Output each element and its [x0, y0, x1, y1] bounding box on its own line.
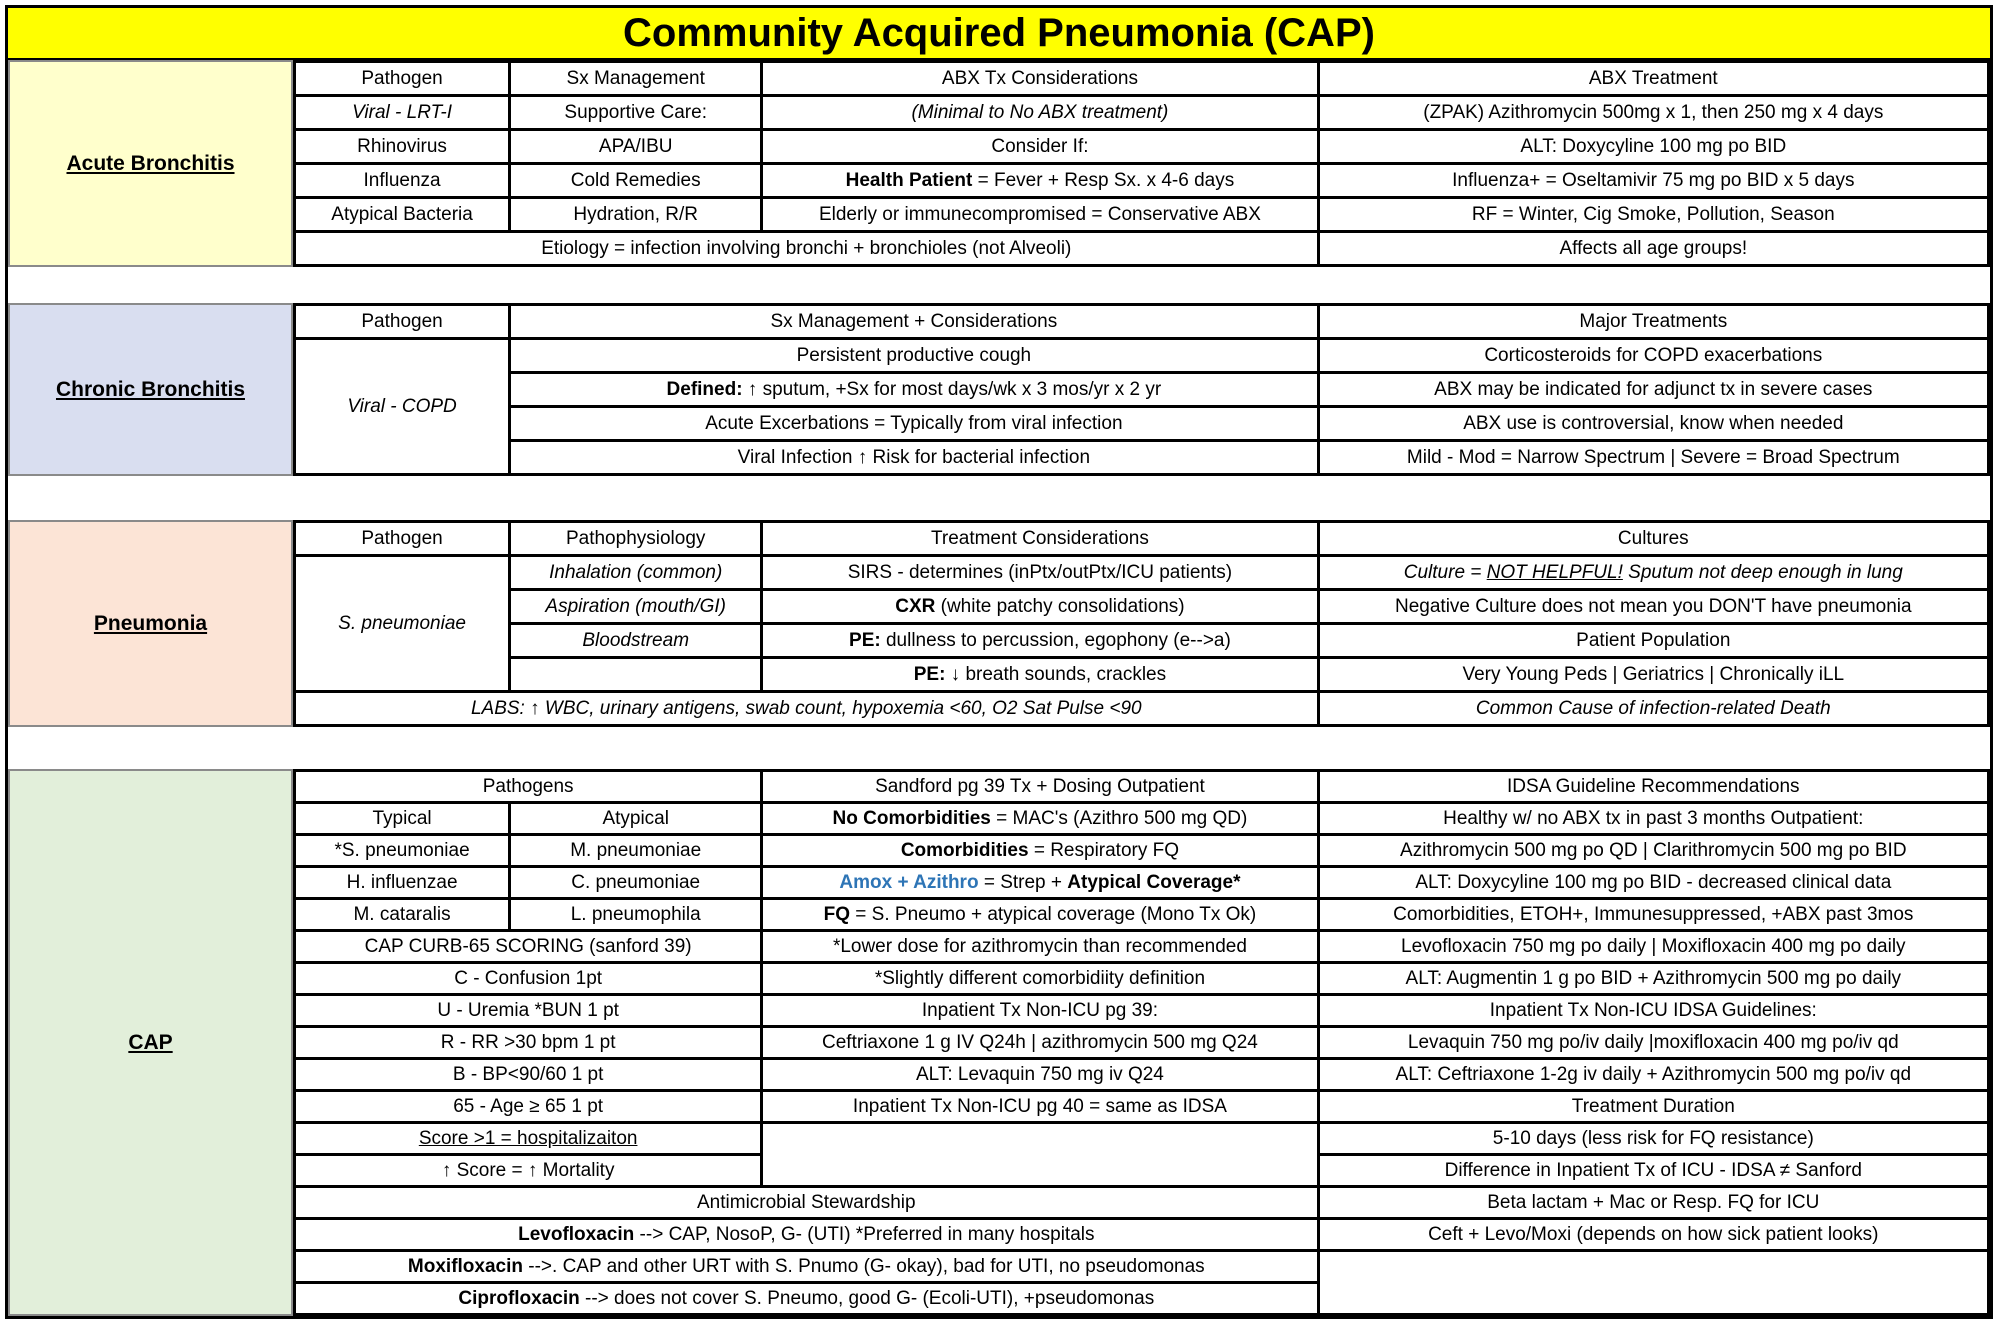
section-label-chronic-bronchitis: [8, 303, 293, 476]
cell-abx-adjunct: ABX may be indicated for adjunct tx in severe cases: [1318, 373, 1988, 407]
cell-h-influenzae: H. influenzae: [295, 867, 510, 899]
cell-score-mortality: ↑ Score = ↑ Mortality: [295, 1155, 762, 1187]
levofloxacin-rest: --> CAP, NosoP, G- (UTI) *Preferred in many hospitals: [634, 1223, 1095, 1245]
amox-azithro-blue: Amox + Azithro: [839, 871, 979, 893]
section-label-text: Pneumonia: [93, 611, 208, 635]
culture-suffix: Sputum not deep enough in lung: [1622, 561, 1903, 583]
section-label-acute-bronchitis: [8, 60, 293, 267]
empty-cell: [1318, 1251, 1988, 1315]
cell-spectrum: Mild - Mod = Narrow Spectrum | Severe = Broad Spectrum: [1318, 441, 1988, 475]
cell-aspiration: Aspiration (mouth/GI): [510, 590, 762, 624]
section-label-text: Chronic Bronchitis: [55, 377, 245, 401]
cell-m-cataralis: M. cataralis: [295, 899, 510, 931]
no-comorbidities-rest: = MAC's (Azithro 500 mg QD): [990, 807, 1248, 829]
cell-minimal-abx: (Minimal to No ABX treatment): [762, 96, 1318, 130]
header-major-treatments: Major Treatments: [1318, 305, 1988, 339]
page-title: Community Acquired Pneumonia (CAP): [8, 8, 1990, 60]
cell-curb65-heading: CAP CURB-65 SCORING (sanford 39): [295, 931, 762, 963]
cell-pe-dullness: [762, 624, 1318, 658]
cell-levaquin-moxi: Levaquin 750 mg po/iv daily |moxifloxacin 400 mg po/iv qd: [1318, 1027, 1988, 1059]
empty-cell: [762, 1123, 1318, 1187]
amox-azithro-mid: = Strep +: [978, 871, 1068, 893]
cell-population: Very Young Peds | Geriatrics | Chronically iLL: [1318, 658, 1988, 692]
cell-elderly: Elderly or immunecompromised = Conservative ABX: [762, 198, 1318, 232]
cell-negative-culture: Negative Culture does not mean you DON'T have pneumonia: [1318, 590, 1988, 624]
cell-curb-uremia: U - Uremia *BUN 1 pt: [295, 995, 762, 1027]
cell-typical: Typical: [295, 803, 510, 835]
header-pathogen: Pathogen: [295, 305, 510, 339]
cell-ceft-levo-moxi: Ceft + Levo/Moxi (depends on how sick patient looks): [1318, 1219, 1988, 1251]
header-abx-considerations: ABX Tx Considerations: [762, 62, 1318, 96]
header-abx-treatment: ABX Treatment: [1318, 62, 1988, 96]
cell-atypical: Atypical: [510, 803, 762, 835]
cell-duration-days: 5-10 days (less risk for FQ resistance): [1318, 1123, 1988, 1155]
cell-pe-breath-sounds: [762, 658, 1318, 692]
pe-rest: ↓ breath sounds, crackles: [945, 663, 1167, 685]
cell-amox-azithro: [762, 867, 1318, 899]
acute-bronchitis-table: [293, 60, 1990, 267]
cell-curb-bp: B - BP<90/60 1 pt: [295, 1059, 762, 1091]
cell-fq-coverage: [762, 899, 1318, 931]
header-sandford: Sandford pg 39 Tx + Dosing Outpatient: [762, 771, 1318, 803]
header-pathogen: Pathogen: [295, 522, 510, 556]
cell-viral-lrti: Viral - LRT-I: [295, 96, 510, 130]
cell-azithro-clarithro: Azithromycin 500 mg po QD | Clarithromycin 500 mg po BID: [1318, 835, 1988, 867]
header-sx-management: Sx Management: [510, 62, 762, 96]
header-patient-population: Patient Population: [1318, 624, 1988, 658]
ciprofloxacin-rest: --> does not cover S. Pneumo, good G- (Ecoli-UTI), +pseudomonas: [579, 1287, 1155, 1309]
chronic-bronchitis-table: [293, 303, 1990, 476]
culture-not-helpful: NOT HELPFUL!: [1486, 561, 1623, 583]
cell-rhinovirus: Rhinovirus: [295, 130, 510, 164]
cell-icu-difference: Difference in Inpatient Tx of ICU - IDSA ≠ Sanford: [1318, 1155, 1988, 1187]
section-cap: [8, 769, 1990, 1316]
section-pneumonia: [8, 520, 1990, 727]
section-gap: [8, 727, 1990, 769]
cell-common-cause-death: Common Cause of infection-related Death: [1318, 692, 1988, 726]
cell-risk-factors: RF = Winter, Cig Smoke, Pollution, Season: [1318, 198, 1988, 232]
cell-alt-ceftriaxone: ALT: Ceftriaxone 1-2g iv daily + Azithromycin 500 mg po/iv qd: [1318, 1059, 1988, 1091]
cell-viral-copd: Viral - COPD: [295, 339, 510, 475]
cell-m-pneumoniae: M. pneumoniae: [510, 835, 762, 867]
section-gap: [8, 267, 1990, 303]
cell-l-pneumophila: L. pneumophila: [510, 899, 762, 931]
cap-table: [293, 769, 1990, 1316]
cell-zpak: (ZPAK) Azithromycin 500mg x 1, then 250 mg x 4 days: [1318, 96, 1988, 130]
cell-alt-levaquin: ALT: Levaquin 750 mg iv Q24: [762, 1059, 1318, 1091]
pe-bold: PE:: [849, 629, 881, 651]
culture-prefix: Culture =: [1403, 561, 1487, 583]
cell-alt-augmentin: ALT: Augmentin 1 g po BID + Azithromycin 500 mg po daily: [1318, 963, 1988, 995]
comorbidities-bold: Comorbidities: [900, 839, 1029, 861]
section-label-text: CAP: [128, 1030, 173, 1054]
cell-corticosteroids: Corticosteroids for COPD exacerbations: [1318, 339, 1988, 373]
cell-abx-controversial: ABX use is controversial, know when needed: [1318, 407, 1988, 441]
header-cultures: Cultures: [1318, 522, 1988, 556]
cell-cxr: [762, 590, 1318, 624]
cell-levofloxacin-note: [295, 1219, 1319, 1251]
health-patient-rest: = Fever + Resp Sx. x 4-6 days: [972, 169, 1235, 191]
section-acute-bronchitis: [8, 60, 1990, 267]
cxr-bold: CXR: [895, 595, 936, 617]
cell-etiology: Etiology = infection involving bronchi + bronchioles (not Alveoli): [295, 232, 1319, 266]
header-treatment-considerations: Treatment Considerations: [762, 522, 1318, 556]
cell-treatment-duration-heading: Treatment Duration: [1318, 1091, 1988, 1123]
cell-labs: LABS: ↑ WBC, urinary antigens, swab count, hypoxemia <60, O2 Sat Pulse <90: [295, 692, 1319, 726]
cell-comorbidity-note: *Slightly different comorbidiity definition: [762, 963, 1318, 995]
cell-moxifloxacin-note: [295, 1251, 1319, 1283]
cell-comorbidities-fq: [762, 835, 1318, 867]
fq-rest: = S. Pneumo + atypical coverage (Mono Tx Ok): [850, 903, 1257, 925]
header-pathogens: Pathogens: [295, 771, 762, 803]
cell-health-patient: [762, 164, 1318, 198]
cell-no-comorbidities: [762, 803, 1318, 835]
cell-stewardship-heading: Antimicrobial Stewardship: [295, 1187, 1319, 1219]
cell-persistent-cough: Persistent productive cough: [510, 339, 1318, 373]
cell-inpatient-pg39-heading: Inpatient Tx Non-ICU pg 39:: [762, 995, 1318, 1027]
cell-influenza: Influenza: [295, 164, 510, 198]
cell-ciprofloxacin-note: [295, 1283, 1319, 1315]
score-hospitalization-text: Score >1 = hospitalizaiton: [418, 1127, 638, 1149]
pneumonia-table: [293, 520, 1990, 727]
section-label-cap: [8, 769, 293, 1316]
pe-bold: PE:: [913, 663, 946, 685]
cell-supportive-care: Supportive Care:: [510, 96, 762, 130]
cell-curb-age: 65 - Age ≥ 65 1 pt: [295, 1091, 762, 1123]
cell-ceftriaxone-azithro: Ceftriaxone 1 g IV Q24h | azithromycin 500 mg Q24: [762, 1027, 1318, 1059]
ciprofloxacin-bold: Ciprofloxacin: [458, 1287, 580, 1309]
atypical-coverage-bold: Atypical Coverage*: [1067, 871, 1241, 893]
cell-inhalation: Inhalation (common): [510, 556, 762, 590]
cell-comorbidities-etoh: Comorbidities, ETOH+, Immunesuppressed, +ABX past 3mos: [1318, 899, 1988, 931]
section-label-pneumonia: [8, 520, 293, 727]
cell-affects-all-ages: Affects all age groups!: [1318, 232, 1988, 266]
comorbidities-rest: = Respiratory FQ: [1028, 839, 1180, 861]
cell-sirs: SIRS - determines (inPtx/outPtx/ICU patients): [762, 556, 1318, 590]
cell-beta-lactam: Beta lactam + Mac or Resp. FQ for ICU: [1318, 1187, 1988, 1219]
moxifloxacin-rest: -->. CAP and other URT with S. Pnumo (G- okay), bad for UTI, no pseudomonas: [523, 1255, 1205, 1277]
cell-viral-infection-risk: Viral Infection ↑ Risk for bacterial infection: [510, 441, 1318, 475]
cell-culture-not-helpful: [1318, 556, 1988, 590]
cell-c-pneumoniae: C. pneumoniae: [510, 867, 762, 899]
cap-study-sheet: [5, 5, 1993, 1319]
cell-alt-doxycyline: ALT: Doxycyline 100 mg po BID: [1318, 130, 1988, 164]
cell-healthy-outpatient: Healthy w/ no ABX tx in past 3 months Outpatient:: [1318, 803, 1988, 835]
cell-bloodstream: Bloodstream: [510, 624, 762, 658]
cell-oseltamivir: Influenza+ = Oseltamivir 75 mg po BID x 5 days: [1318, 164, 1988, 198]
cell-s-pneumoniae: *S. pneumoniae: [295, 835, 510, 867]
cell-s-pneumoniae: S. pneumoniae: [295, 556, 510, 692]
cell-curb-confusion: C - Confusion 1pt: [295, 963, 762, 995]
cxr-rest: (white patchy consolidations): [935, 595, 1185, 617]
defined-bold: Defined:: [666, 378, 743, 400]
fq-bold: FQ: [823, 903, 851, 925]
cell-hydration: Hydration, R/R: [510, 198, 762, 232]
empty-cell: [510, 658, 762, 692]
levofloxacin-bold: Levofloxacin: [518, 1223, 635, 1245]
header-sx-considerations: Sx Management + Considerations: [510, 305, 1318, 339]
cell-acute-excerbations: Acute Excerbations = Typically from viral infection: [510, 407, 1318, 441]
cell-defined: [510, 373, 1318, 407]
no-comorbidities-bold: No Comorbidities: [832, 807, 991, 829]
cell-consider-if: Consider If:: [762, 130, 1318, 164]
section-chronic-bronchitis: [8, 303, 1990, 476]
moxifloxacin-bold: Moxifloxacin: [407, 1255, 523, 1277]
cell-lower-dose-note: *Lower dose for azithromycin than recommended: [762, 931, 1318, 963]
section-gap: [8, 476, 1990, 520]
header-idsa: IDSA Guideline Recommendations: [1318, 771, 1988, 803]
cell-apa-ibu: APA/IBU: [510, 130, 762, 164]
cell-atypical-bacteria: Atypical Bacteria: [295, 198, 510, 232]
cell-alt-doxycyline-idsa: ALT: Doxycyline 100 mg po BID - decreased clinical data: [1318, 867, 1988, 899]
section-label-text: Acute Bronchitis: [66, 151, 235, 175]
defined-rest: ↑ sputum, +Sx for most days/wk x 3 mos/yr x 2 yr: [742, 378, 1162, 400]
health-patient-bold: Health Patient: [845, 169, 973, 191]
cell-curb-rr: R - RR >30 bpm 1 pt: [295, 1027, 762, 1059]
header-pathogen: Pathogen: [295, 62, 510, 96]
cell-score-hospitalization: [295, 1123, 762, 1155]
cell-cold-remedies: Cold Remedies: [510, 164, 762, 198]
header-pathophysiology: Pathophysiology: [510, 522, 762, 556]
cell-inpatient-pg40: Inpatient Tx Non-ICU pg 40 = same as IDSA: [762, 1091, 1318, 1123]
cell-inpatient-idsa-heading: Inpatient Tx Non-ICU IDSA Guidelines:: [1318, 995, 1988, 1027]
cell-levo-moxi-daily: Levofloxacin 750 mg po daily | Moxifloxacin 400 mg po daily: [1318, 931, 1988, 963]
pe-rest: dullness to percussion, egophony (e-->a): [880, 629, 1231, 651]
